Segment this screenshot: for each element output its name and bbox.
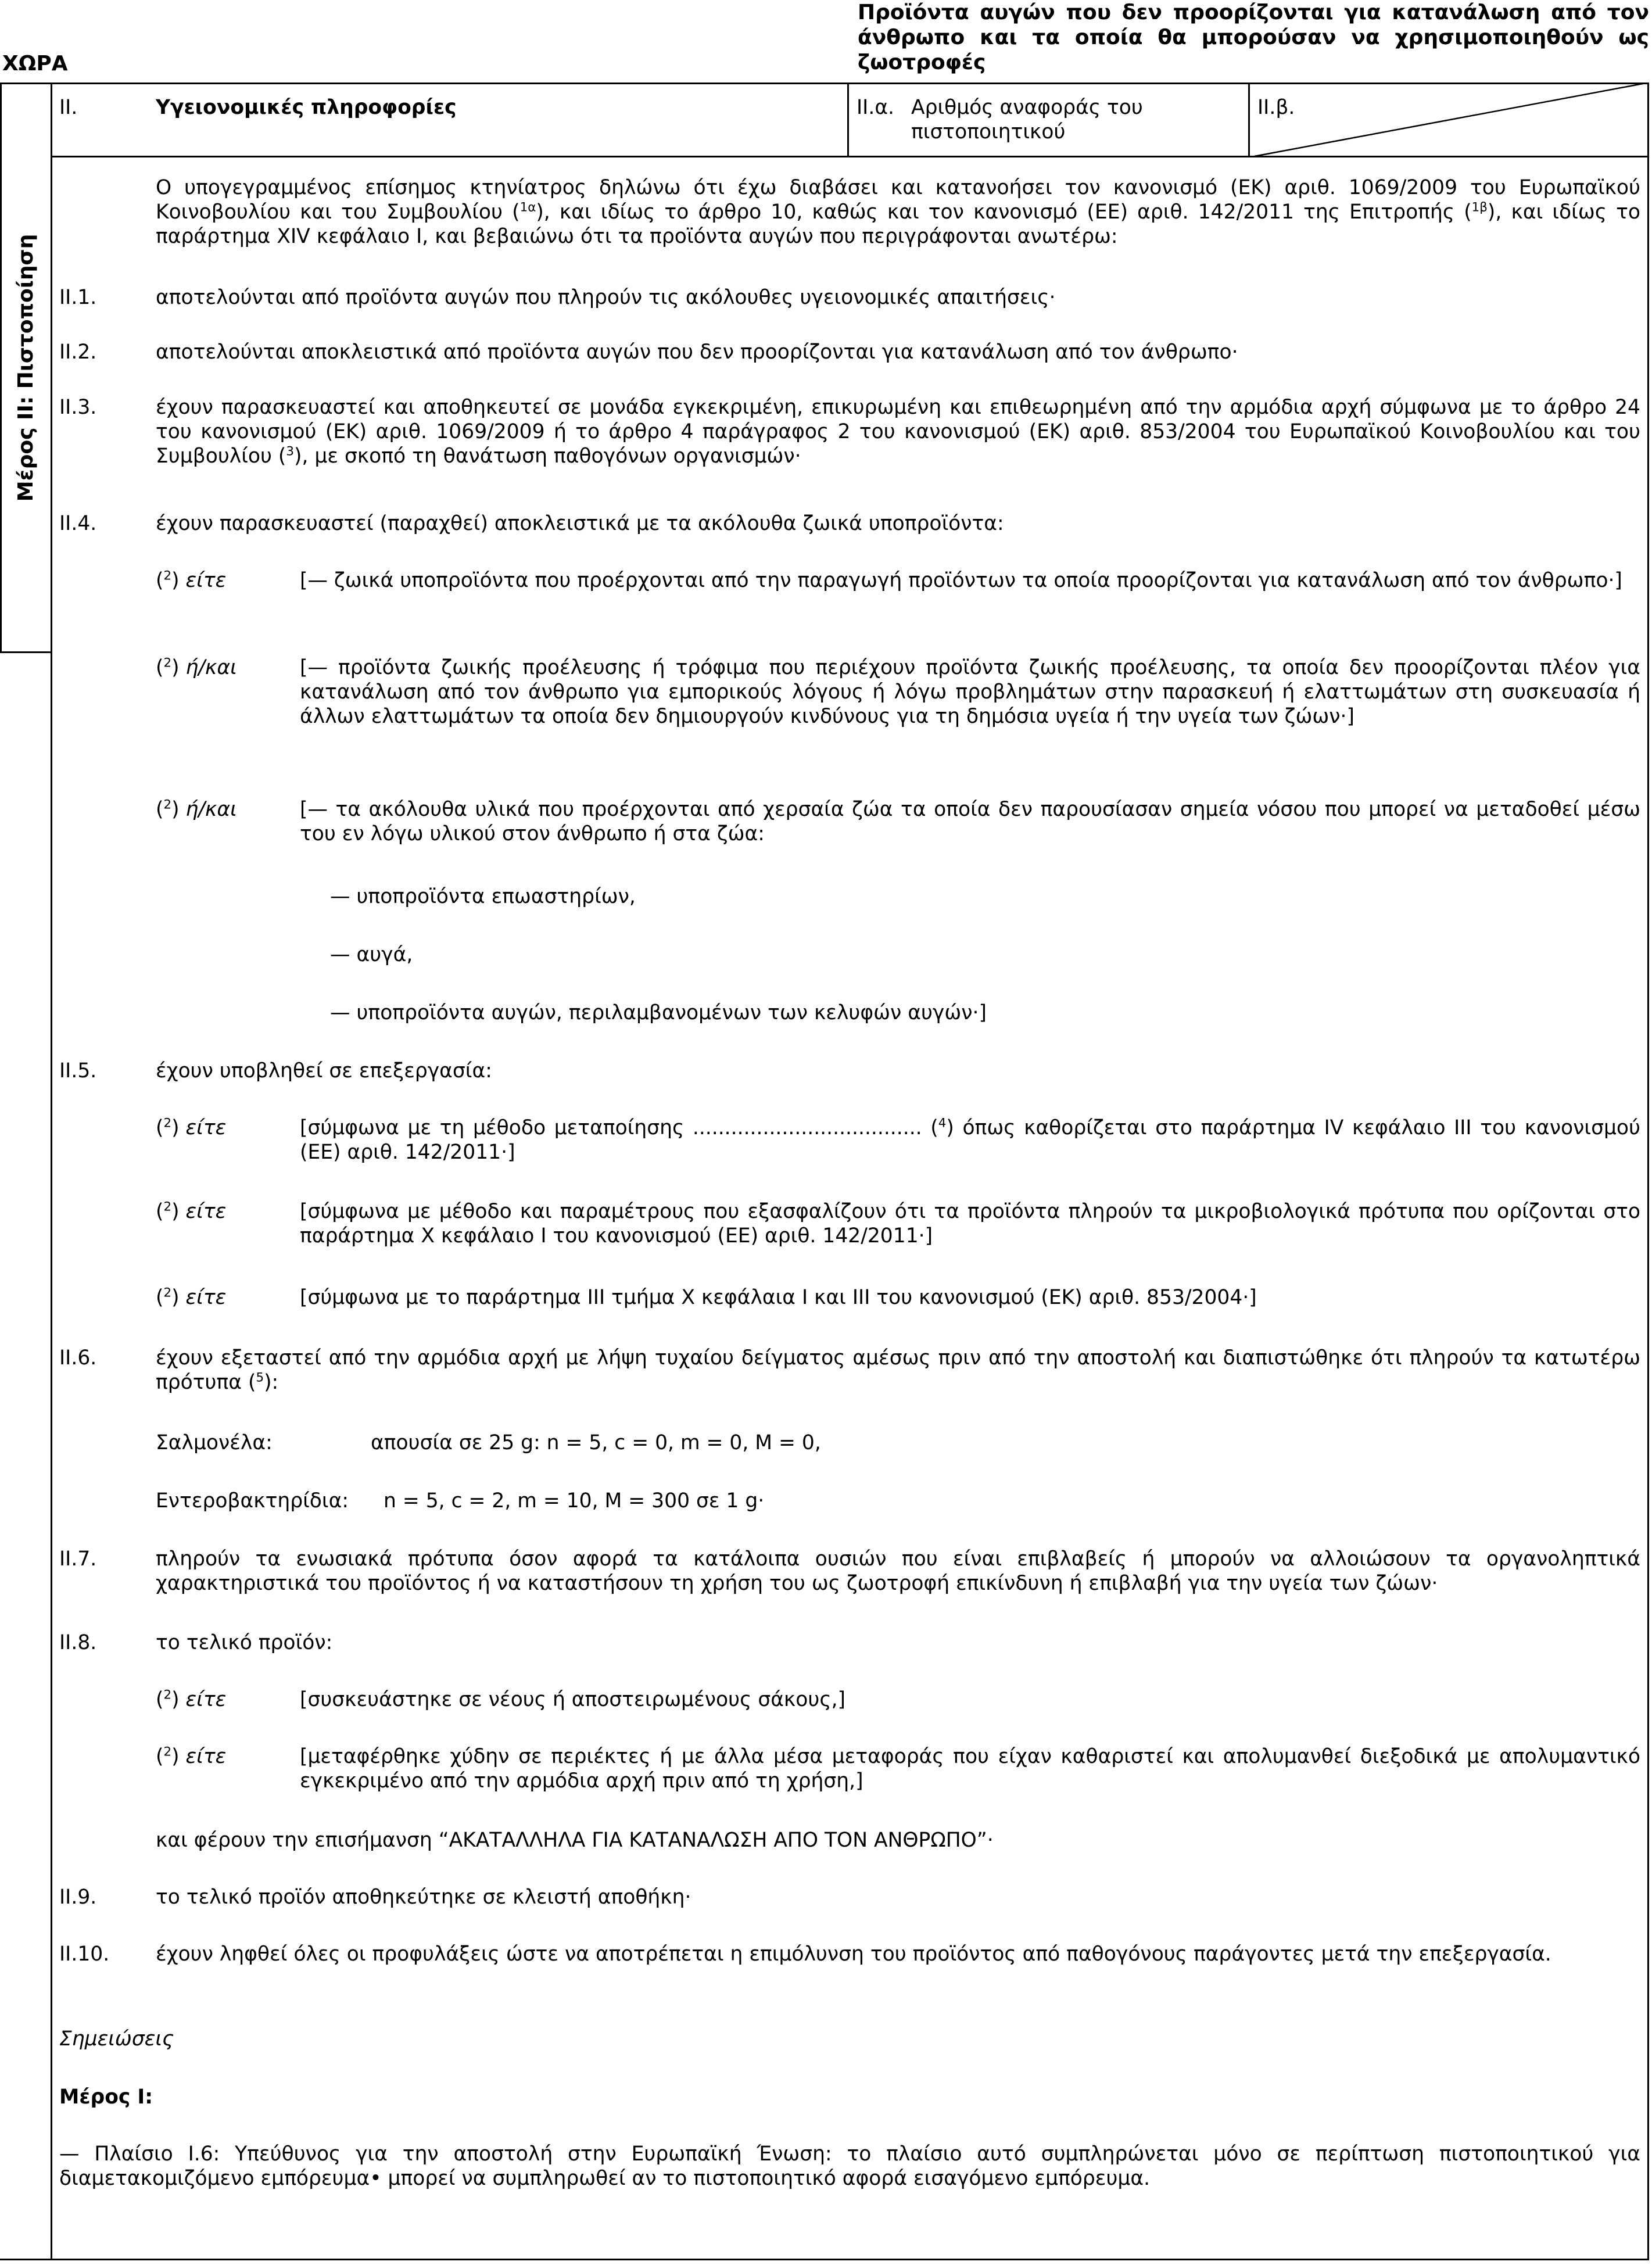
item-number: II.5.	[59, 1059, 97, 1083]
option-text: [συσκευάστηκε σε νέους ή αποστειρωμένους σάκους,]	[300, 1688, 846, 1711]
option-qualifier: ($^2$) είτε	[156, 1116, 227, 1139]
item-number: II.1.	[59, 286, 97, 309]
option-text: [— τα ακόλουθα υλικά που προέρχονται από χερσαία ζώα τα οποία δεν παρουσίασαν σημεία νόσου που μπορεί να μεταδοθεί μέσω του εν λόγω υλικού στον άνθρωπο ή στα ζώα:	[300, 798, 1640, 846]
option-qualifier: ($^2$) είτε	[156, 1687, 227, 1711]
intro-declaration: Ο υπογεγραμμένος επίσημος κτηνίατρος δηλώνω ότι έχω διαβάσει και κατανοήσει τον κανονισμό (ΕΚ) αριθ. 1069/2009 του Ευρωπαϊκού Κοινοβουλίου και του Συμβουλίου ($^{1\alpha}$), και ιδίως το άρθρο 10, καθώς και τον κανονισμό (ΕΕ) αριθ. 142/2011 της Επιτροπής ($^{1\beta}$), και ιδίως το παράρτημα XIV κεφάλαιο I, και βεβαιώνω ότι τα προϊόντα αυγών που περιγράφονται ανωτέρω:	[156, 176, 1640, 249]
option-qualifier: ($^2$) είτε	[156, 568, 227, 592]
option-text: [— ζωικά υποπροϊόντα που προέρχονται από την παραγωγή προϊόντων τα οποία προορίζονται για κατανάλωση από τον άνθρωπο·]	[300, 569, 1622, 592]
section-number: II.	[59, 96, 78, 119]
item-text: έχουν υποβληθεί σε επεξεργασία:	[156, 1059, 492, 1083]
salmonella-label: Σαλμονέλα:	[156, 1431, 273, 1454]
option-qualifier: ($^2$) ή/και	[156, 797, 237, 821]
dash-item: — υποπροϊόντα επωαστηρίων,	[330, 885, 636, 908]
item-number: II.8.	[59, 1631, 97, 1654]
item-text: το τελικό προϊόν:	[156, 1631, 333, 1654]
item-text: έχουν παρασκευαστεί (παραχθεί) αποκλειστικά με τα ακόλουθα ζωικά υποπροϊόντα:	[156, 512, 1004, 535]
option-text: [σύμφωνα με το παράρτημα III τμήμα X κεφάλαια I και III του κανονισμού (ΕΚ) αριθ. 853/2004·]	[300, 1286, 1257, 1309]
option-qualifier: ($^2$) είτε	[156, 1744, 227, 1768]
item-text: το τελικό προϊόν αποθηκεύτηκε σε κλειστή αποθήκη·	[156, 1886, 691, 1909]
notes-heading: Σημειώσεις	[59, 2027, 174, 2051]
notes-part-heading: Μέρος I:	[59, 2085, 153, 2109]
salmonella-value: απουσία σε 25 g: n = 5, c = 0, m = 0, M = 0,	[371, 1431, 821, 1454]
item-number: II.4.	[59, 512, 97, 535]
header-cell-divider-1	[847, 83, 849, 157]
item-text: έχουν παρασκευαστεί και αποθηκευτεί σε μονάδα εγκεκριμένη, επικυρωμένη και επιθεωρημένη από την αρμόδια αρχή σύμφωνα με το άρθρο 24 του κανονισμού (ΕΚ) αριθ. 1069/2009 ή το άρθρο 4 παράγραφος 2 του κανονισμού (ΕΚ) αριθ. 853/2004 του Ευρωπαϊκού Κοινοβουλίου και του Συμβουλίου ($^3$), με σκοπό τη θανάτωση παθογόνων οργανισμών·	[156, 396, 1640, 468]
reference-number-code: II.α.	[857, 96, 895, 119]
side-label-text: Μέρος ΙΙ: Πιστοποίηση	[14, 234, 38, 502]
option-text: [σύμφωνα με τη μέθοδο μεταποίησης .................................... ($^4$) όπως καθορίζεται στο παράρτημα IV κεφάλαιο III του κανονισμού (ΕΕ) αριθ. 142/2011·]	[300, 1116, 1640, 1164]
option-text: [μεταφέρθηκε χύδην σε περιέκτες ή με άλλα μέσα μεταφοράς που είχαν καθαριστεί και απολυμανθεί διεξοδικά με απολυμαντικό εγκεκριμένο από την αρμόδια αρχή πριν από τη χρήση,]	[300, 1745, 1640, 1793]
reference-number-label: Αριθμός αναφοράς του πιστοποιητικού	[911, 96, 1143, 144]
option-qualifier: ($^2$) είτε	[156, 1285, 227, 1309]
country-label: ΧΩΡΑ	[2, 52, 68, 76]
item-text: αποτελούνται αποκλειστικά από προϊόντα αυγών που δεν προορίζονται για κατανάλωση από τον άνθρωπο·	[156, 341, 1238, 364]
certificate-title: Προϊόντα αυγών που δεν προορίζονται για κατανάλωση από τον άνθρωπο και τα οποία θα μπορούσαν να χρησιμοποιηθούν ως ζωοτροφές	[858, 1, 1649, 75]
item-number: II.10.	[59, 1943, 110, 1966]
item-text: έχουν ληφθεί όλες οι προφυλάξεις ώστε να αποτρέπεται η επιμόλυνση του προϊόντος από παθογόνους παράγοντες μετά την επεξεργασία.	[156, 1943, 1551, 1966]
reference-beta-code: II.β.	[1257, 96, 1295, 119]
enterobacteria-value: n = 5, c = 2, m = 10, M = 300 σε 1 g·	[384, 1489, 765, 1513]
dash-item: — υποπροϊόντα αυγών, περιλαμβανομένων των κελυφών αυγών·]	[330, 1001, 987, 1024]
option-qualifier: ($^2$) ή/και	[156, 655, 237, 679]
option-text: [— προϊόντα ζωικής προέλευσης ή τρόφιμα που περιέχουν προϊόντα ζωικής προέλευσης, τα οποία δεν προορίζονται πλέον για κατανάλωση από τον άνθρωπο για εμπορικούς λόγους ή λόγω προβλημάτων στην παρασκευή ή ελαττωμάτων στη συσκευασία ή άλλων ελαττωμάτων τα οποία δεν δημιουργούν κινδύνους για τη δημόσια υγεία ή την υγεία των ζώων·]	[300, 656, 1640, 729]
empty-cell-diagonal	[1248, 83, 1649, 157]
dash-item: — αυγά,	[330, 943, 413, 966]
item-number: II.9.	[59, 1886, 97, 1909]
side-label	[0, 83, 52, 653]
inner-border-line	[51, 651, 52, 2260]
note-item: — Πλαίσιο I.6: Υπεύθυνος για την αποστολή στην Ευρωπαϊκή Ένωση: το πλαίσιο αυτό συμπληρώνεται μόνο σε περίπτωση πιστοποιητικού για διαμετακομιζόμενο εμπόρευμα• μπορεί να συμπληρωθεί αν το πιστοποιητικό αφορά εισαγόμενο εμπόρευμα.	[59, 2142, 1640, 2191]
item-text: αποτελούνται από προϊόντα αυγών που πληρούν τις ακόλουθες υγειονομικές απαιτήσεις·	[156, 286, 1056, 309]
section-title: Υγειονομικές πληροφορίες	[156, 96, 457, 119]
option-qualifier: ($^2$) είτε	[156, 1199, 227, 1223]
option-text: [σύμφωνα με μέθοδο και παραμέτρους που εξασφαλίζουν ότι τα προϊόντα πληρούν τα μικροβιολογικά πρότυπα που ορίζονται στο παράρτημα X κεφάλαιο I του κανονισμού (ΕΕ) αριθ. 142/2011·]	[300, 1200, 1640, 1248]
item-number: II.3.	[59, 396, 97, 419]
enterobacteria-label: Εντεροβακτηρίδια:	[156, 1489, 349, 1513]
label-marking-text: και φέρουν την επισήμανση “ΑΚΑΤΑΛΛΗΛΑ ΓΙΑ ΚΑΤΑΝΑΛΩΣΗ ΑΠΟ ΤΟΝ ΑΝΘΡΩΠΟ”·	[156, 1829, 994, 1852]
item-text: έχουν εξεταστεί από την αρμόδια αρχή με λήψη τυχαίου δείγματος αμέσως πριν από την αποστολή και διαπιστώθηκε ότι πληρούν τα κατωτέρω πρότυπα ($^5$):	[156, 1346, 1640, 1395]
item-number: II.6.	[59, 1346, 97, 1370]
item-number: II.7.	[59, 1547, 97, 1571]
item-number: II.2.	[59, 341, 97, 364]
item-text: πληρούν τα ενωσιακά πρότυπα όσον αφορά τα κατάλοιπα ουσιών που είναι επιβλαβείς ή μπορούν να αλλοιώσουν τα οργανοληπτικά χαρακτηριστικά του προϊόντος ή να καταστήσουν τη χρήση του ως ζωοτροφή επικίνδυνη ή επιβλαβή για την υγεία των ζώων·	[156, 1547, 1640, 1596]
